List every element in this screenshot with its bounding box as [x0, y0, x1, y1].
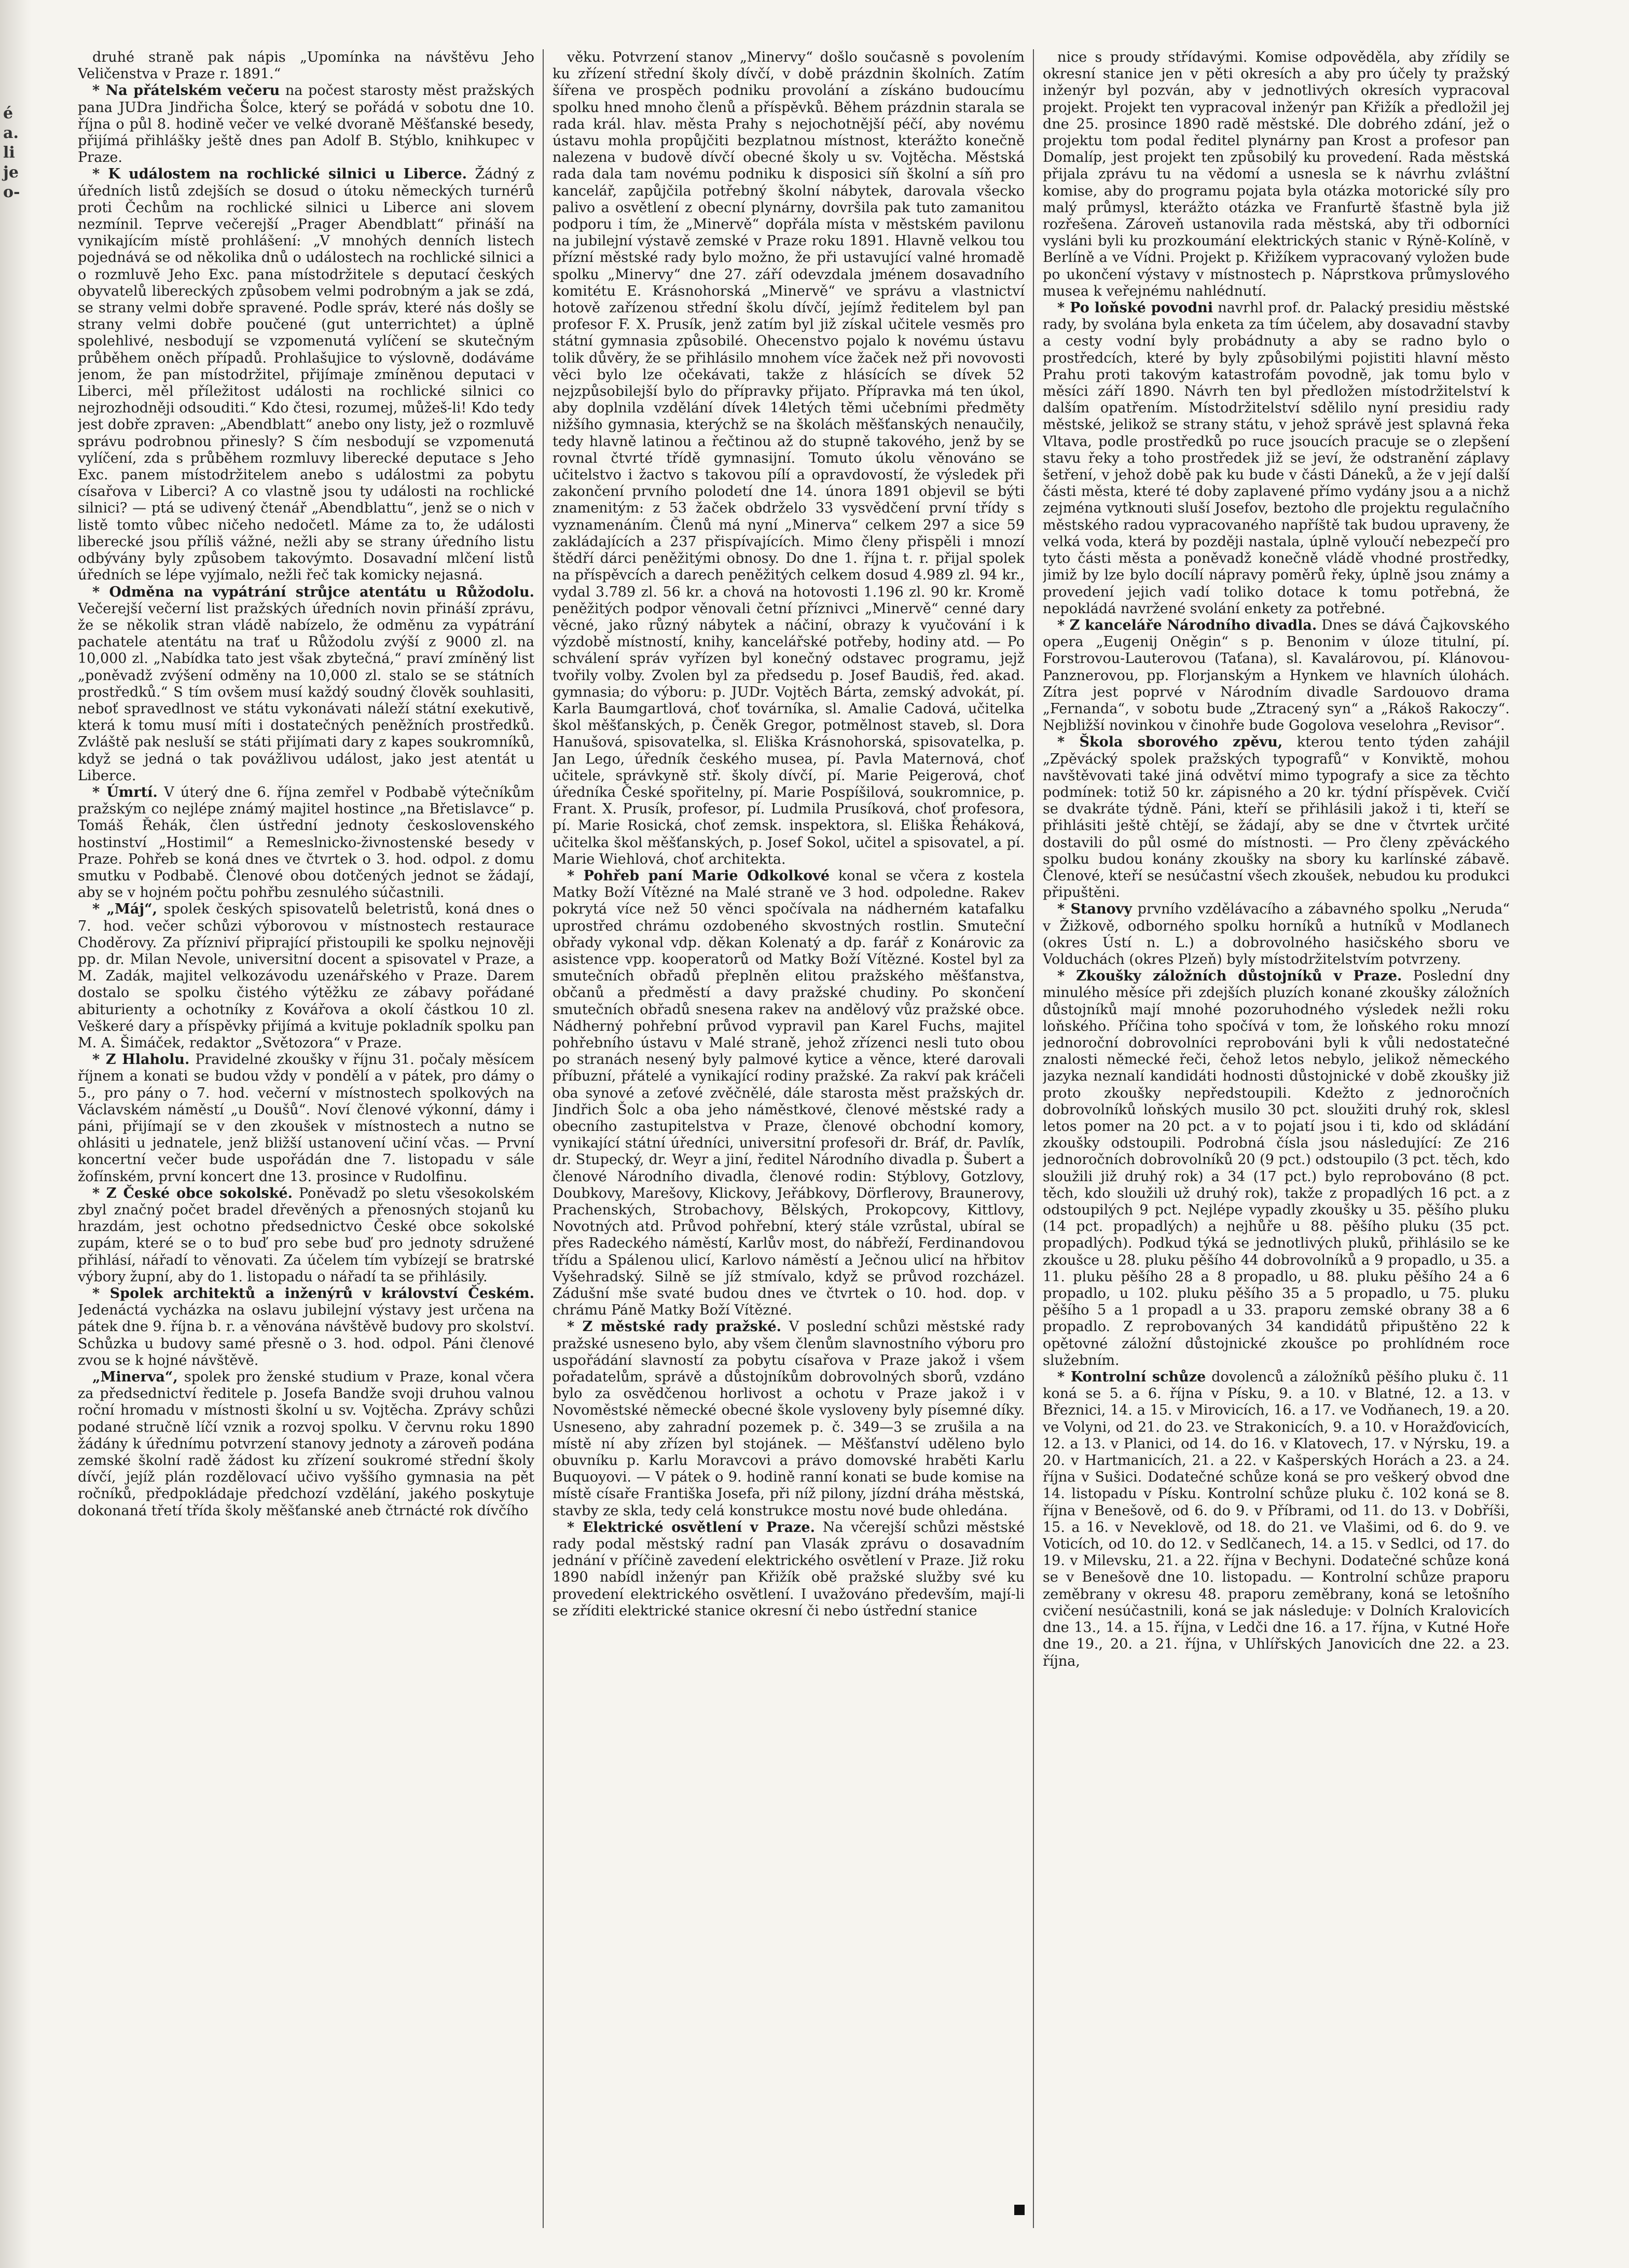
article-text: Večerejší večerní list pražských úředních novin přináší zprávu, že se několik stran vládě nabízelo, že odměnu za vypátrání pachatele atentátu na trať u Růžodolu zvýší z 9000 zl. na 10,000 zl. „Nabídka tato jest však zbytečná,“ praví zmíněný list „poněvadž zvýšení odměny na 10,000 zl. stalo se se státních prostředků.“ S tím ovšem musí každý soudný člověk souhlasiti, neboť spravedlnost ve státu vykonávati náleží státní exekutivě, která k tomu musí míti i dostatečných peněžních prostředků. Zvláště pak nesluší se státi přijímati dary z kapes soukromníků, když se jedná o tak povážlivou událost, jako jest atentát u Liberce.: [78, 600, 534, 784]
column-1: [78, 49, 534, 2228]
article-text: věku. Potvrzení stanov „Minervy“ došlo současně s povolením ku zřízení střední školy dívčí, v době prázdnin školních. Zatím šířena ve prospěch podniku provolání a získáno budoucímu spolku hned mnoho členů a příspěvků. Během prázdnin starala se rada král. hlav. města Prahy s nejochotnější péčí, aby novému ústavu mohla propůjčiti bezplatnou místnost, kterážto konečně nalezena v budově dívčí obecné školy u sv. Vojtěcha. Městská rada dala tam novému podniku k disposici síň školní a síň pro kancelář, zapůjčila potřebný školní nábytek, darovala všecko palivo a osvětlení z obecní plynárny, dovršila pak tuto zamanitou podporu i tím, že „Minervě“ dopřála místa v městském pavilonu na jubilejní výstavě zemské v Praze roku 1891. Hlavně velkou tou přízní městské rady bylo možno, že při ustavující valné hromadě spolku „Minervy“ dne 27. září odevzdala jménem dosavadního komitétu E. Krásnohorská „Minervě“ ve správu a vlastnictví hotově zařízenou střední školu dívčí, jejímž ředitelem byl pan profesor F. X. Prusík, jenž zatím byl již získal učitele vesměs pro státní gymnasia způsobilé. Ohecenstvo pojalo k novému ústavu tolik důvěry, že se přihlásilo mnohem více žaček než při novovosti věci bylo lze očekávati, takže z hlásících se dívek 52 nejzpůsobilejší bylo do přípravky přijato. Přípravka má ten úkol, aby doplnila vzdělání dívek 14letých těmi učebními předměty nižšího gymnasia, kterýchž se na školách měšťanských nenaučily, tedy hlavně latinou a řečtinou až do stupně takového, jenž by se rovnal čtvrté třídě gymnasijní. Tomuto úkolu věnováno se učitelstvo i žactvo s takovou pílí a opravdovostí, že výsledek při zakončení prvního polodetí dne 14. února 1891 objevil se býti znamenitým: z 53 žaček obdrželo 33 vysvědčení první třídy s vyznamenáním. Členů má nyní „Minerva“ celkem 297 a sice 59 zakládajících a 237 přispívajících. Mimo členy přispěli i mnozí štědří dárci peněžitými obnosy. Do dne 1. října t. r. přijal spolek na příspěvcích a darech peněžitých celkem dosud 4.989 zl. 94 kr., vydal 3.789 zl. 56 kr. a chová na hotovosti 1.196 zl. 90 kr. Kromě peněžitých podpor věnovali četní příznivci „Minervě“ cenné dary věcné, jako různý nábytek a náčiní, obrazy k vyučování i k výzdobě místností, knihy, kancelářské potřeby, hodiny atd. — Po schválení správ vyřízen byl konečný odstavec programu, jejž tvořily volby. Zvolen byl za předsedu p. Josef Baudiš, řed. akad. gymnasia; do výboru: p. JUDr. Vojtěch Bárta, zemský advokát, pí. Karla Baumgartlová, choť továrníka, sl. Amalie Cadová, učitelka škol měšťanských, p. Čeněk Gregor, potmělnost staveb, sl. Dora Hanušová, spisovatelka, sl. Eliška Krásnohorská, spisovatelka, p. Jan Lego, úředník českého musea, pí. Pavla Maternová, choť učitele, správkyně stř. školy dívčí, pí. Marie Peigerová, choť úředníka České spořitelny, pí. Marie Pospíšilová, soukromnice, p. Frant. X. Prusík, profesor, pí. Ludmila Prusíková, choť profesora, pí. Marie Rosická, choť zemsk. inspektora, sl. Eliška Řeháková, učitelka škol měšťanských, p. Josef Sokol, učitel a spisovatel, a pí. Marie Wiehlová, choť architekta.: [553, 49, 1025, 867]
article-paragraph: [78, 1285, 534, 1369]
column-2: [553, 49, 1025, 2228]
article-heading: * Po loňské povodni: [1057, 300, 1213, 316]
article-heading: * Odměna na vypátrání strůjce atentátu u Růžodolu.: [92, 584, 534, 600]
article-text: druhé straně pak nápis „Upomínka na návštěvu Jeho Veličenstva v Praze r. 1891.“: [78, 49, 534, 82]
article-text: V úterý dne 6. října zemřel v Podbabě výtečníkům pražským co nejlépe známý majitel hostince „na Břetislavce“ p. Tomáš Řehák, člen ústřední jednoty československého hostinství „Hostimil“ a Remeslnicko-živnostenské besedy v Praze. Pohřeb se koná dnes ve čtvrtek o 3. hod. odpol. z domu smutku v Podbabě. Členové obou dotčených jednot se žádají, aby se v hojném počtu pohřbu zesnulého súčastnili.: [78, 784, 534, 901]
article-text: konal se včera z kostela Matky Boží Vítězné na Malé straně ve 3 hod. odpoledne. Rakev pokrytá více než 50 věnci spočívala na nádherném katafalku uprostřed chrámu ozdobeného skvostných rostlin. Smuteční obřady vykonal vdp. děkan Kolenatý a dp. farář z Konárovic za asistence vpp. kooperatorů od Matky Boží Vítězné. Kostel byl za smutečních obřadů přeplněn elitou pražského měšťanstva, občanů a předměstí a davy pražské chudiny. Po skončení smutečních obřadů snesena rakev na andělový vůz pražské obce. Nádherný pohřební průvod vypravil pan Karel Fuchs, majitel pohřebního ústavu v Malé straně, jehož zřízenci nesli tuto obou po stranách nesený byly palmové kytice a věnce, které darovali příbuzní, přátelé a vynikající rodiny pražské. Za rakví pak kráčeli oba synové a zeťové zvěčnělé, dále starosta měst pražských dr. Jindřich Šolc a oba jeho náměstkové, členové městské rady a obecního zastupitelstva v Praze, členové obchodní komory, vynikající státní úředníci, universitní profesoři dr. Bráf, dr. Pavlík, dr. Stupecký, dr. Weyr a jiní, ředitel Národního divadla p. Šubert a členové Národního divadla, členové rodin: Stýblovy, Gotzlovy, Doubkovy, Marešovy, Klickovy, Jeřábkovy, Dörflerovy, Braunerovy, Prachenských, Strobachovy, Bělských, Prokopcovy, Kittlovy, Novotných atd. Průvod pohřební, který stále vzrůstal, ubíral se přes Radeckého náměstí, Karlův most, do nábřeží, Ferdinandovou třídu a Spálenou ulicí, Karlovo náměstí a Ječnou ulicí na hřbitov Vyšehradský. Silně se jíž stmívalo, když se průvod rozcházel. Zádušní mše svaté budou dnes ve čtvrtek o 10. hod. dop. v chrámu Páně Matky Boží Vítězné.: [553, 867, 1025, 1319]
article-text: dovolenců a záložníků pěšího pluku č. 11 koná se 5. a 6. října v Písku, 9. a 10. v Blatné, 12. a 13. v Březnici, 14. a 15. v Mirovicích, 16. a 17. ve Vodňanech, 19. a 20. ve Volyni, od 21. do 23. ve Strakonicích, 9. a 10. v Horažďovicích, 12. a 13. v Planici, od 14. do 16. v Klatovech, 17. v Nýrsku, 19. a 20. v Hartmanicích, 21. a 22. v Kašperských Horách a 23. a 24. října v Sušici. Dodatečné schůze koná se pro veškerý obvod dne 14. listopadu v Písku. Kontrolní schůze pluku č. 102 koná se 8. října v Benešově, od 6. do 9. v Příbrami, od 11. do 13. v Dobříši, 15. a 16. v Neveklově, od 18. do 21. ve Vlašimi, od 6. do 9. ve Voticích, od 10. do 12. v Sedlčanech, 14. a 15. v Sedlci, od 17. do 19. v Milevsku, 21. a 22. října v Bechyni. Dodatečné schůze koná se v Benešově dne 10. listopadu. — Kontrolní schůze praporu zeměbrany v okresu 48. praporu zeměbrany, koná se letošního cvičení nesúčastnili, koná se jak následuje: v Dolních Kralovicích dne 13., 14. a 15. října, v Ledči dne 16. a 17. října, v Kutné Hoře dne 19., 20. a 21. října, v Uhlířských Janovicích dne 22. a 23. října,: [1043, 1369, 1510, 1669]
article-paragraph: [1043, 617, 1510, 734]
article-text: Žádný z úředních listů zdejších se dosud o útoku německých turnérů proti Čechům na rochlické silnici u Liberce ani slovem nezmínil. Teprve večerejší „Prager Abendblatt“ přináší na vynikajícím místě prohlášení: „V mnohých denních listech pojednává se od několika dnů o událostech na rochlické silnici a o rozmluvě Jeho Exc. pana místodržitele s deputací českých obyvatelů libereckých způsobem velmi podrobným a jak se zdá, se strany velmi dobře spravené. Podle správ, které nás došly se strany velmi dobře poučené (gut unterrichtet) a úplně spolehlivé, nesbodují se vzpomenutá vylíčení se skutečným průběhem oněch případů. Prohlašujice to výslovně, dodáváme jenom, že pan místodržitel, přijímaje zmíněnou deputaci v Liberci, měl příležitost události na rochlické silnici co nejrozhodněji odsouditi.“ Kdo čtesi, rozumej, můžeš-li! Kdo tedy jest dobře zpraven: „Abendblatt“ anebo ony listy, jež o rozmluvě správu podrobnou přinesly? S čím nesbodují se vzpomenutá vylíčení, zda s průběhem rozmluvy liberecké deputace s Jeho Exc. panem místodržitelem anebo s událostmi za pobytu císařova v Liberci? A co vlastně jsou ty události na rochlické silnici? — ptá se udivený čtenář „Abendblattu“, jenž se o nich v listě tomto vůbec ničeho nedočetl. Máme za to, že události liberecké jsou příliš vážné, nežli aby se strany úředního listu odbývány byly způsobem takovýmto. Dosavadní mlčení listů úředních se lépe vyjímalo, nežli řeč tak komicky nejasná.: [78, 166, 534, 584]
article-heading: * Elektrické osvětlení v Praze.: [567, 1519, 815, 1536]
article-paragraph: [78, 784, 534, 901]
article-paragraph: [1043, 49, 1510, 300]
article-paragraph: [78, 166, 534, 584]
article-text: na počest starosty měst pražských pana JUDra Jindřicha Šolce, který se pořádá v sobotu dne 10. října o půl 8. hodině večer ve velké dvoraně Měšťanské besedy, přijímá přihlášky ještě dnes pan Adolf B. Stýblo, knihkupec v Praze.: [78, 82, 534, 166]
article-paragraph: [553, 49, 1025, 868]
article-heading: * K událostem na rochlické silnici u Liberce.: [92, 166, 467, 183]
article-heading: * Z České obce sokolské.: [92, 1185, 293, 1201]
article-text: spolek českých spisovatelů beletristů, koná dnes o 7. hod. večer schůzi výborovou v místnostech restaurace Choděrovy. Za přízniví připrající přistoupili ke spolku nejnověji pp. dr. Milan Nevole, universitní docent a spisovatel v Praze, a M. Zadák, majitel velkozávodu uzenářského v Praze. Darem dostalo se spolku čistého výtěžku ze zábavy pořádané abiturienty a ochotníky z Kovářova a okolí částkou 10 zl. Veškeré dary a příspěvky přijímá a kvituje pokladník spolku pan M. A. Šimáček, redaktor „Světozora“ v Praze.: [78, 901, 534, 1051]
article-text: navrhl prof. dr. Palacký presidiu městské rady, by svolána byla enketa za tím účelem, aby dosavadní stavby a cesty vodní byly probádnuty a aby se radno bylo o prostředcích, které by byly způsobilými pojistiti hlavní město Prahu proti takovým katastrofám povodně, jak tomu bylo v měsíci září 1890. Návrh ten byl předložen místodržitelství k dalším opatřením. Místodržitelství sdělilo nyní presidiu rady městské, jelikož se strany státu, v jehož správě jest splavná řeka Vltava, podle prostředků po ruce jsoucích pracuje se o zlepšení stavu řeky a toho prostředek již se jeví, že odstranění záplavy šetření, v jehož době pak ku bude v části Dáneků, a že v její další části města, které té doby zaplavené přímo vydány jsou a a nichž zejména vytknouti sluší Josefov, beztoho dle projektu regulačního městského radou vypracovaného napříště tak budou upraveny, že velká voda, která by později nastala, úplně vyloučí nebezpečí pro tyto části města a poněvadž konečně vládě vhodné prostředky, jimiž by lze bylo docílí nápravy poměrů řeky, úplně jsou známy a provedení jejich vadí toliko dotace k tomu potřebná, že nepokládá navržené svolání enkety za potřebné.: [1043, 300, 1510, 617]
article-text: Poslední dny minulého měsíce při zdejších pluzích konané zkoušky záložních důstojníků mají mnohé pozoruhodného výsledek nežli roku loňského. Příčina toho spočívá v tom, že loňského roku mnozí jednoroční dobrovolníci reprobováni byli k vůli nedostatečné znalosti německé řeči, čehož letos nebylo, jelikož německého jazyka neznalí kandidáti hodnosti důstojnické v době zkoušky již proto zkoušky nepředstoupili. Kdežto z jednoročních dobrovolníků loňských musilo 30 pct. sloužiti druhý rok, sklesl letos pomer na 20 pct. a v to pojatí jsou i ti, kdo od skládání zkoušky odstoupili. Podrobná čísla jsou následující: Ze 216 jednoročních dobrovolníků 20 (9 pct.) odstoupilo (3 pct. těch, kdo sloužili již druhý rok) a 34 (17 pct.) bylo reprobováno (8 pct. těch, kdo sloužili už druhý rok), takže z propadlých 16 pct. a z odstoupilých 9 pct. Nejlépe vypadly zkoušky u 35. pěšího pluku (14 pct. propadlých) a nejhůře u 88. pěšího pluku (35 pct. propadlých). Podkud týká se jednotlivých pluků, přihlásilo se ke zkoušce u 28. pluku pěšího 44 dobrovolníků a 9 propadlo, u 35. a 11. pluku pěšího 28 a 8 propadlo, u 88. pluku pěšího 24 a 6 propadlo, u 102. pluku pěšího 35 a 5 propadlo, u 75. pluku pěšího 5 a 1 propadl a u 33. praporu zemské obrany 38 a 6 propadlo. Z reprobovaných 34 kandidátů připuštěno 22 k opětovné záložní důstojnické zkoušce po prohlídném roce služebním.: [1043, 968, 1510, 1368]
article-text: V poslední schůzi městské rady pražské usneseno bylo, aby všem členům slavnostního výboru pro uspořádání slavností za pobytu císařova v Praze jakož i všem pořadatelům, správě a důstojníkům dobrovolných sborů, vzdáno bylo za osvědčenou horlivost a ochotu v Praze jakož i v Novoměstské německé obecné škole vysloveny byly písemné díky. Usneseno, aby zahradní pozemek p. č. 349—3 se zrušila a na místě ní aby zřízen byl stojánek. — Měšťanství uděleno bylo obuvníku p. Karlu Moravcovi a právo domovské hraběti Karlu Buquoyovi. — V pátek o 9. hodině ranní konati se bude komise na místě císaře Františka Josefa, při níž pilony, jízdní dráha městská, stavby ze skla, tedy celá konstrukce mostu nové bude ohledána.: [553, 1319, 1025, 1519]
print-mark: [1014, 2205, 1025, 2215]
article-text: Na včerejší schůzi městské rady podal městský radní pan Vlasák zprávu o dosavadním jednání v příčině zavedení elektrického osvětlení v Praze. Již roku 1890 nabídl inženýr pan Křižík obě pražské služby své ku provedení elektrického osvětlení. I uvažováno především, mají-li se zříditi elektrické stanice okresní či nebo ústřední stanice: [553, 1519, 1025, 1619]
column-3: [1043, 49, 1510, 2228]
article-paragraph: [1043, 300, 1510, 617]
article-heading: „Minerva“,: [92, 1369, 178, 1386]
article-paragraph: [553, 868, 1025, 1319]
article-paragraph: [1043, 968, 1510, 1369]
article-paragraph: [78, 49, 534, 82]
article-text: Pravidelné zkoušky v říjnu 31. počaly měsícem říjnem a konati se budou vždy v pondělí a v pátek, pro dámy o 5., pro pány o 7. hod. večerní v místnostech spolkových na Václavském náměstí „u Doušů“. Noví členové výkonní, dámy i páni, přijímají se v den zkoušek v místnostech a nutno se ohlásiti u jednatele, jenž bližší ustanovení učiní včas. — První koncertní večer bude uspořádán dne 7. listopadu v sále žofínském, první koncert dne 13. prosince v Rudolfinu.: [78, 1052, 534, 1185]
column-divider: [1033, 49, 1034, 2228]
article-heading: * Z Hlaholu.: [92, 1052, 190, 1068]
article-paragraph: [78, 1052, 534, 1185]
article-heading: * Stanovy: [1057, 901, 1133, 918]
article-paragraph: [78, 1369, 534, 1519]
article-heading: * Kontrolní schůze: [1057, 1369, 1206, 1386]
article-heading: * „Máj“,: [92, 901, 158, 918]
article-paragraph: [553, 1519, 1025, 1620]
article-heading: * Z kanceláře Národního divadla.: [1057, 617, 1317, 633]
article-text: Dnes se dává Čajkovského opera „Eugenij Oněgin“ s p. Benonim v úloze titulní, pí. Forstrovou-Lauterovou (Taťana), sl. Kavalárovou, pí. Klánovou-Panznerovou, pp. Florjanským a Hynkem ve hlavních úlohách. Zítra jest poprvé v Národním divadle Sardouovo drama „Fernanda“, v sobotu bude „Ztracený syn“ a „Rákoš Rakoczy“. Nejbližší novinkou v činohře bude Gogolova veselohra „Revisor“.: [1043, 617, 1510, 734]
article-paragraph: [78, 1185, 534, 1285]
article-text: spolek pro ženské studium v Praze, konal včera za předsednictví ředitele p. Josefa Bandže svoji druhou valnou roční hromadu v místnosti školní u sv. Vojtěcha. Zprávy schůzi podané stručně líčí vznik a rozvoj spolku. V červnu roku 1890 žádány k úřednímu potvrzení stanovy jednoty a zároveň podána zemské školní radě žádost ku zřízení soukromé střední školy dívčí, jejíž plán rozdělovací učivo vyššího gymnasia na pět ročníků, předpokládaje předchozí vzdělání, jakého poskytuje dokonaná třetí třída školy měšťanské aneb čtrnácté rok dívčího: [78, 1369, 534, 1519]
article-paragraph: [1043, 734, 1510, 901]
article-heading: * Z městské rady pražské.: [567, 1319, 782, 1335]
article-text: Jedenáctá vycházka na oslavu jubilejní výstavy jest určena na pátek dne 9. října b. r. a věnována návštěvě budovy pro skolství. Schůzka u budovy samé přesně o 3. hod. odpol. Páni členové zvou se k hojné návštěvě.: [78, 1302, 534, 1368]
article-paragraph: [1043, 1369, 1510, 1670]
margin-fragments: é a. li je o-: [3, 104, 20, 201]
article-paragraph: [78, 584, 534, 784]
article-text: kterou tento týden zahájil „Zpěvácký spolek pražských typografů“ v Konviktě, mohou navštěvovati také jiná odvětví mimo typografy a sice za těchto podmínek: totiž 50 kr. zápisného a 20 kr. týdní příspěvek. Cvičí se dvakráte týdně. Páni, kteří se přihlásili jakož i ti, kteří se přihlásiti ještě chtějí, se žádají, aby se dne v čtvrtek určité dostavili do půl osmé do místnosti. — Pro členy zpěváckého spolku budou konány zkoušky na sbory ku karlínské zábavě. Členové, kteří se nesúčastní všech zkoušek, nebudou ku produkci připuštěni.: [1043, 734, 1510, 901]
article-paragraph: [78, 82, 534, 166]
article-paragraph: [78, 901, 534, 1052]
article-heading: * Na přátelském večeru: [92, 82, 280, 99]
article-heading: * Zkoušky záložních důstojníků v Praze.: [1057, 968, 1402, 985]
article-heading: * Pohřeb paní Marie Odkolkové: [567, 867, 830, 884]
article-paragraph: [1043, 901, 1510, 968]
article-heading: * Škola sborového zpěvu,: [1057, 734, 1283, 751]
article-heading: * Úmrtí.: [92, 784, 158, 800]
article-text: nice s proudy střídavými. Komise odpověděla, aby zřídily se okresní stanice jen v pěti okresích a aby pro účely ty pražský inženýr byl pozván, aby v jednotlivých okresích vypracoval projekt. Projekt ten vypracoval inženýr pan Křižík a předložil jej dne 25. prosince 1890 radě městské. Dle dobrého zdání, jež o projektu tom podal ředitel plynárny pan Krost a profesor pan Domalíp, jest projekt ten způsobilý ku provedení. Rada městská přijala zprávu tu na vědomí a usnesla se k návrhu zvláštní komise, aby do programu pojata byla otázka motorické síly pro malý průmysl, kterážto otázka ve Franfurtě šťastně byla již rozřešena. Zároveň ustanovila rada městská, aby tři odborníci vysláni byli ku prozkoumání elektrických stanic v Rýně-Kolíně, v Berlíně a ve Vídni. Projekt p. Křižíkem vypracovaný vyložen bude po ukončení výstavy v místnostech p. Náprstkova průmyslového musea k veřejnému nahlédnutí.: [1043, 49, 1510, 299]
left-binding-margin: [0, 0, 31, 2268]
article-heading: * Spolek architektů a inženýrů v království Českém.: [92, 1285, 534, 1302]
article-paragraph: [553, 1319, 1025, 1519]
article-text: Poněvadž po sletu všesokolském zbyl značný počet bradel dřevěných a přenosných stojanů ku hrazdám, jest ochotno předsednictvo České obce sokolské zupám, které se o to buď pro sebe buď pro jednoty sdružené přihlásí, nářadí to věnovati. Za účelem tím vybízejí se bratrské výbory župní, aby do 1. listopadu o nářadí ta se přihlásily.: [78, 1185, 534, 1285]
article-text: prvního vzdělávacího a zábavného spolku „Neruda“ v Žižkově, odborného spolku horníků a hutníků v Modlanech (okres Ústí n. L.) a dobrovolného hasičského sboru ve Volduchách (okres Plzeň) byly místodržitelstvím potvrzeny.: [1043, 901, 1510, 967]
column-divider: [543, 49, 544, 2228]
